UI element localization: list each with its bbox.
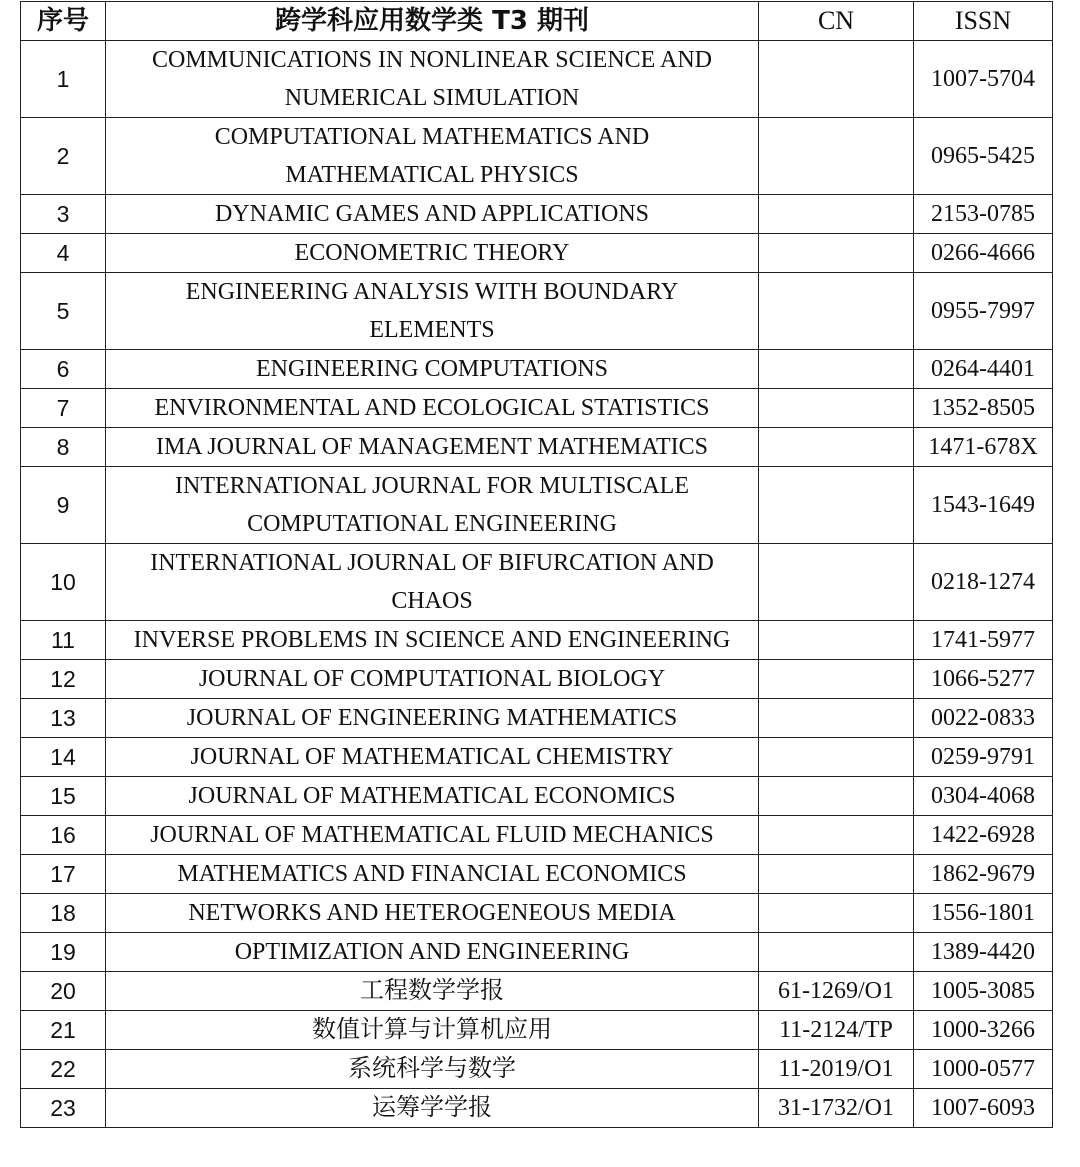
- issn-number: 1862-9679: [914, 855, 1053, 894]
- cn-number: [759, 273, 914, 350]
- cn-number: [759, 195, 914, 234]
- journal-title: DYNAMIC GAMES AND APPLICATIONS: [106, 195, 759, 234]
- header-number: 序号: [21, 2, 106, 41]
- row-number: 6: [21, 350, 106, 389]
- issn-number: 2153-0785: [914, 195, 1053, 234]
- journal-title: COMPUTATIONAL MATHEMATICS AND MATHEMATICAL PHYSICS: [106, 118, 759, 195]
- row-number: 21: [21, 1011, 106, 1050]
- row-number: 8: [21, 428, 106, 467]
- row-number: 16: [21, 816, 106, 855]
- issn-number: 0218-1274: [914, 544, 1053, 621]
- journal-title: ENGINEERING COMPUTATIONS: [106, 350, 759, 389]
- journal-title: JOURNAL OF MATHEMATICAL FLUID MECHANICS: [106, 816, 759, 855]
- row-number: 12: [21, 660, 106, 699]
- table-row: [21, 273, 1053, 350]
- cn-number: [759, 544, 914, 621]
- table-row: [21, 428, 1053, 467]
- cn-number: 11-2019/O1: [759, 1050, 914, 1089]
- table-row: [21, 777, 1053, 816]
- row-number: 17: [21, 855, 106, 894]
- issn-number: 1000-3266: [914, 1011, 1053, 1050]
- journal-title: OPTIMIZATION AND ENGINEERING: [106, 933, 759, 972]
- row-number: 23: [21, 1089, 106, 1128]
- table-row: [21, 738, 1053, 777]
- table-row: [21, 389, 1053, 428]
- issn-number: 1005-3085: [914, 972, 1053, 1011]
- journal-title: INTERNATIONAL JOURNAL OF BIFURCATION AND CHAOS: [106, 544, 759, 621]
- table-row: [21, 1050, 1053, 1089]
- row-number: 18: [21, 894, 106, 933]
- journal-title: ENGINEERING ANALYSIS WITH BOUNDARY ELEMENTS: [106, 273, 759, 350]
- row-number: 20: [21, 972, 106, 1011]
- issn-number: 0259-9791: [914, 738, 1053, 777]
- cn-number: [759, 894, 914, 933]
- row-number: 22: [21, 1050, 106, 1089]
- issn-number: 0965-5425: [914, 118, 1053, 195]
- journal-title: JOURNAL OF MATHEMATICAL ECONOMICS: [106, 777, 759, 816]
- journal-title: 运筹学学报: [106, 1089, 759, 1128]
- issn-number: 0022-0833: [914, 699, 1053, 738]
- table-row: [21, 41, 1053, 118]
- cn-number: [759, 660, 914, 699]
- issn-number: 1422-6928: [914, 816, 1053, 855]
- journal-title: NETWORKS AND HETEROGENEOUS MEDIA: [106, 894, 759, 933]
- issn-number: 1352-8505: [914, 389, 1053, 428]
- table-row: [21, 350, 1053, 389]
- table-row: [21, 544, 1053, 621]
- issn-number: 1000-0577: [914, 1050, 1053, 1089]
- row-number: 10: [21, 544, 106, 621]
- cn-number: [759, 234, 914, 273]
- journal-title: ECONOMETRIC THEORY: [106, 234, 759, 273]
- cn-number: [759, 738, 914, 777]
- row-number: 13: [21, 699, 106, 738]
- table-row: [21, 195, 1053, 234]
- journal-title: INTERNATIONAL JOURNAL FOR MULTISCALE COMPUTATIONAL ENGINEERING: [106, 467, 759, 544]
- journal-table: [20, 1, 1053, 1128]
- header-row: [21, 2, 1053, 41]
- journal-title: JOURNAL OF MATHEMATICAL CHEMISTRY: [106, 738, 759, 777]
- row-number: 3: [21, 195, 106, 234]
- journal-title: 系统科学与数学: [106, 1050, 759, 1089]
- table-row: [21, 1089, 1053, 1128]
- journal-title: COMMUNICATIONS IN NONLINEAR SCIENCE AND NUMERICAL SIMULATION: [106, 41, 759, 118]
- row-number: 11: [21, 621, 106, 660]
- issn-number: 1066-5277: [914, 660, 1053, 699]
- cn-number: [759, 428, 914, 467]
- row-number: 14: [21, 738, 106, 777]
- table-row: [21, 816, 1053, 855]
- cn-number: [759, 41, 914, 118]
- row-number: 7: [21, 389, 106, 428]
- issn-number: 1007-6093: [914, 1089, 1053, 1128]
- issn-number: 1471-678X: [914, 428, 1053, 467]
- row-number: 15: [21, 777, 106, 816]
- issn-number: 1007-5704: [914, 41, 1053, 118]
- table-row: [21, 972, 1053, 1011]
- journal-title: INVERSE PROBLEMS IN SCIENCE AND ENGINEERING: [106, 621, 759, 660]
- journal-title: ENVIRONMENTAL AND ECOLOGICAL STATISTICS: [106, 389, 759, 428]
- journal-title: IMA JOURNAL OF MANAGEMENT MATHEMATICS: [106, 428, 759, 467]
- journal-title: JOURNAL OF COMPUTATIONAL BIOLOGY: [106, 660, 759, 699]
- table-row: [21, 467, 1053, 544]
- cn-number: [759, 777, 914, 816]
- row-number: 5: [21, 273, 106, 350]
- issn-number: 1556-1801: [914, 894, 1053, 933]
- row-number: 9: [21, 467, 106, 544]
- issn-number: 0266-4666: [914, 234, 1053, 273]
- journal-title: 数值计算与计算机应用: [106, 1011, 759, 1050]
- journal-title: 工程数学学报: [106, 972, 759, 1011]
- issn-number: 0955-7997: [914, 273, 1053, 350]
- cn-number: 11-2124/TP: [759, 1011, 914, 1050]
- header-title: 跨学科应用数学类 T3 期刊: [106, 2, 759, 41]
- journal-title: MATHEMATICS AND FINANCIAL ECONOMICS: [106, 855, 759, 894]
- row-number: 4: [21, 234, 106, 273]
- row-number: 1: [21, 41, 106, 118]
- header-issn: ISSN: [914, 2, 1053, 41]
- cn-number: [759, 816, 914, 855]
- table-row: [21, 660, 1053, 699]
- cn-number: [759, 855, 914, 894]
- table-row: [21, 234, 1053, 273]
- table-row: [21, 894, 1053, 933]
- table-row: [21, 855, 1053, 894]
- row-number: 19: [21, 933, 106, 972]
- issn-number: 0264-4401: [914, 350, 1053, 389]
- cn-number: 31-1732/O1: [759, 1089, 914, 1128]
- issn-number: 1543-1649: [914, 467, 1053, 544]
- table-row: [21, 621, 1053, 660]
- cn-number: [759, 933, 914, 972]
- cn-number: [759, 389, 914, 428]
- cn-number: [759, 118, 914, 195]
- row-number: 2: [21, 118, 106, 195]
- issn-number: 1389-4420: [914, 933, 1053, 972]
- issn-number: 1741-5977: [914, 621, 1053, 660]
- table-row: [21, 933, 1053, 972]
- table-row: [21, 699, 1053, 738]
- cn-number: 61-1269/O1: [759, 972, 914, 1011]
- table-row: [21, 1011, 1053, 1050]
- cn-number: [759, 621, 914, 660]
- cn-number: [759, 467, 914, 544]
- issn-number: 0304-4068: [914, 777, 1053, 816]
- journal-title: JOURNAL OF ENGINEERING MATHEMATICS: [106, 699, 759, 738]
- header-cn: CN: [759, 2, 914, 41]
- cn-number: [759, 350, 914, 389]
- table-row: [21, 118, 1053, 195]
- cn-number: [759, 699, 914, 738]
